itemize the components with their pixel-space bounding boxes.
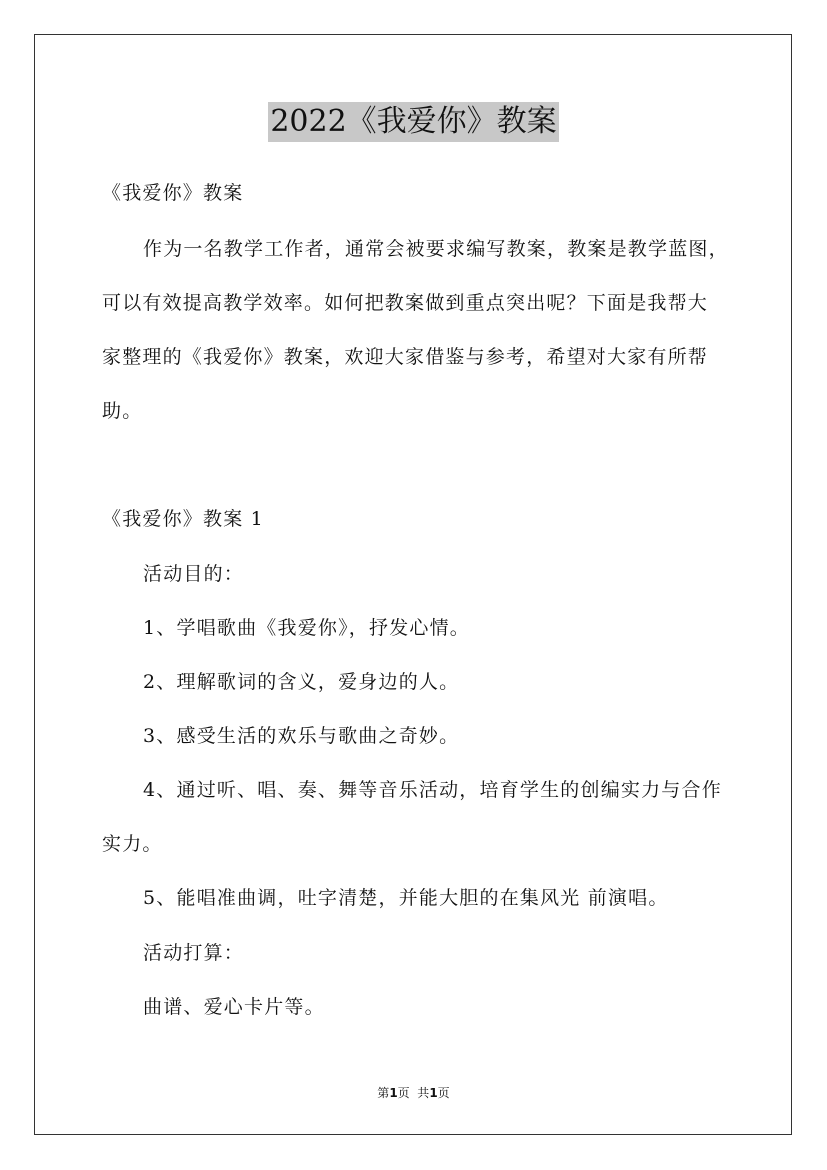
title-wrap: [0, 102, 827, 142]
footer-suffix: 页: [437, 1086, 450, 1100]
prep-item: 曲谱、爱心卡片等。: [143, 996, 325, 1018]
document-subtitle: 《我爱你》教案: [102, 182, 244, 204]
goal-item-4: 4、通过听、唱、奏、舞等音乐活动，培育学生的创编实力与合作: [143, 779, 722, 801]
prep-heading: 活动打算：: [143, 942, 245, 964]
page-footer: [0, 1084, 827, 1101]
footer-prefix: 第: [377, 1086, 390, 1100]
document-title: 2022《我爱你》教案: [268, 102, 558, 142]
goal-item-4-continued: 实力。: [102, 833, 163, 855]
intro-line-4: 助。: [102, 400, 143, 422]
goal-item-2: 2、理解歌词的含义，爱身边的人。: [143, 671, 460, 693]
section-title: 《我爱你》教案 1: [102, 508, 264, 530]
goal-item-3: 3、感受生活的欢乐与歌曲之奇妙。: [143, 725, 460, 747]
goals-heading: 活动目的：: [143, 563, 245, 585]
footer-total-pages: 1: [429, 1086, 438, 1100]
goal-item-5: 5、能唱准曲调，吐字清楚，并能大胆的在集风光 前演唱。: [143, 887, 669, 909]
intro-line-3: 家整理的《我爱你》教案，欢迎大家借鉴与参考，希望对大家有所帮: [102, 346, 709, 368]
intro-line-1: 作为一名教学工作者，通常会被要求编写教案，教案是教学蓝图，: [143, 238, 729, 260]
footer-middle: 页 共: [397, 1086, 430, 1100]
goal-item-1: 1、学唱歌曲《我爱你》，抒发心情。: [143, 617, 470, 639]
intro-line-2: 可以有效提高教学效率。如何把教案做到重点突出呢？下面是我帮大: [102, 292, 709, 314]
footer-page-number: 1: [389, 1086, 398, 1100]
